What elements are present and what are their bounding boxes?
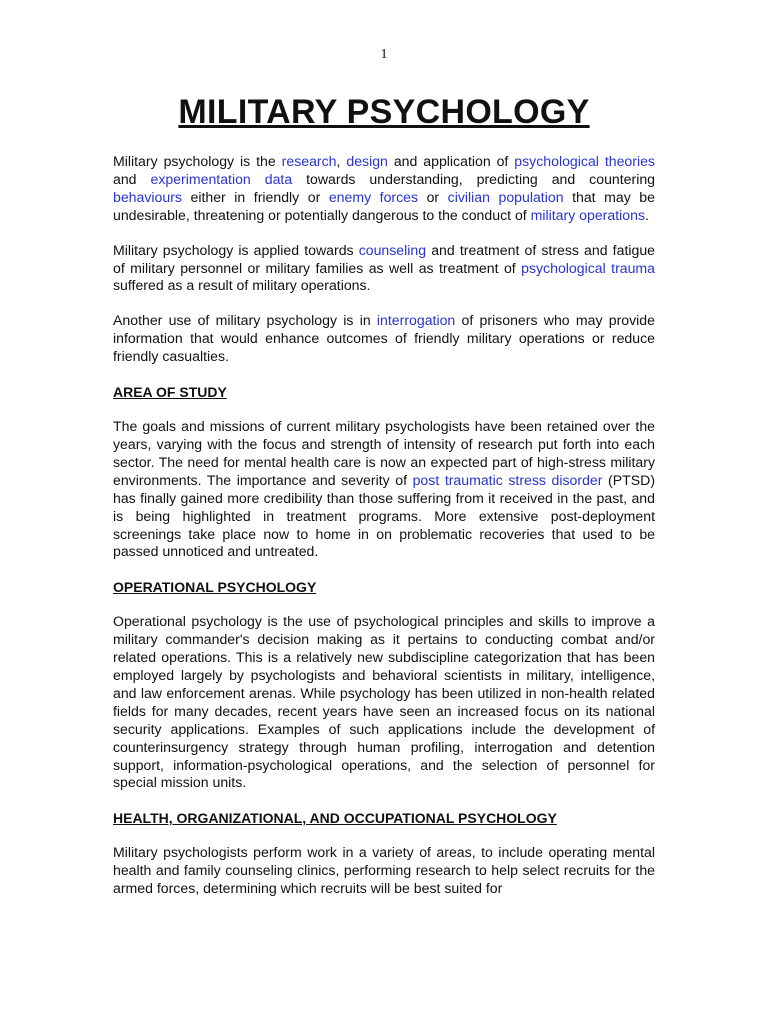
heading-area-of-study: AREA OF STUDY <box>113 384 227 401</box>
text-run: Military psychology is applied towards <box>113 241 359 258</box>
link-military-operations[interactable]: military operations <box>530 206 645 223</box>
text-run: Military psychology is the <box>113 153 282 169</box>
link-civilian-population[interactable]: civilian population <box>447 188 564 205</box>
link-interrogation[interactable]: interrogation <box>376 312 456 329</box>
link-psychological-theories[interactable]: psychological theories <box>514 153 655 169</box>
link-enemy-forces[interactable]: enemy forces <box>328 188 419 205</box>
page-title: MILITARY PSYCHOLOGY <box>178 93 590 131</box>
text-run: that may be undesirable, threatening or potentially dangerous to the conduct of <box>113 188 655 223</box>
paragraph-interrogation <box>113 312 655 366</box>
link-behaviours[interactable]: behaviours <box>113 188 182 205</box>
link-experimentation[interactable]: experimentation <box>150 170 251 187</box>
text-run: of prisoners who may provide information that would enhance outcomes of friendly military operations or reduce friendly casualties. <box>113 312 655 365</box>
document-body <box>113 153 655 898</box>
page-number: 1 <box>380 47 388 62</box>
text-run: and application of <box>387 153 515 169</box>
text-run: (PTSD) has finally gained more credibility than those suffering from it received in the past, and is being highlighted in treatment programs. More extensive post-deployment screenings take place now to home in on problematic recoveries that used to be passed unnoticed and untreated. <box>113 471 656 560</box>
text-run <box>251 171 265 187</box>
heading-health-organizational-occupational: HEALTH, ORGANIZATIONAL, AND OCCUPATIONAL PSYCHOLOGY <box>113 810 557 827</box>
link-design[interactable]: design <box>346 153 388 169</box>
link-psychological-trauma[interactable]: psychological trauma <box>521 259 656 276</box>
text-run: and treatment of stress and fatigue of military personnel or military families as well as treatment of <box>113 241 656 276</box>
paragraph-area-of-study <box>113 418 655 561</box>
paragraph-health-psychology: Military psychologists perform work in a variety of areas, to include operating mental health and family counseling clinics, performing research to help select recruits for the armed forces, determining which recruits will be best suited for <box>113 844 655 897</box>
paragraph-operational-psychology: Operational psychology is the use of psychological principles and skills to improve a military commander's decision making as it pertains to conducting combat and/or related operations. This is a relatively new subdiscipline categorization that has been employed largely by psychologists and behavioral scientists in military, intelligence, and law enforcement arenas. While psychology has been utilized in non-health related fields for many decades, recent years have seen an increased focus on its national security applications. Examples of such applications include the development of counterinsurgency strategy through human profiling, interrogation and detention support, information-psychological operations, and the selection of personnel for special mission units. <box>113 613 655 791</box>
text-run: . <box>645 206 649 223</box>
link-ptsd[interactable]: post traumatic stress disorder <box>412 471 603 488</box>
text-run: Another use of military psychology is in <box>113 312 377 329</box>
link-counseling[interactable]: counseling <box>358 241 427 258</box>
paragraph-intro <box>113 153 655 225</box>
text-run: either in friendly or <box>181 188 329 205</box>
paragraph-counseling <box>113 242 655 296</box>
heading-operational-psychology: OPERATIONAL PSYCHOLOGY <box>113 579 317 596</box>
text-run: The goals and missions of current military psychologists have been retained over the years, varying with the focus and strength of intensity of research put forth into each sector. The need for mental health care is now an expected part of high-stress military environments. The importance and severity of <box>113 418 655 488</box>
text-run: , <box>336 153 347 169</box>
text-run: suffered as a result of military operations. <box>113 277 371 294</box>
text-run: towards understanding, predicting and countering <box>292 170 655 187</box>
text-run: and <box>113 170 151 187</box>
link-research[interactable]: research <box>281 153 337 169</box>
text-run: or <box>418 188 448 205</box>
link-data[interactable]: data <box>264 170 293 187</box>
